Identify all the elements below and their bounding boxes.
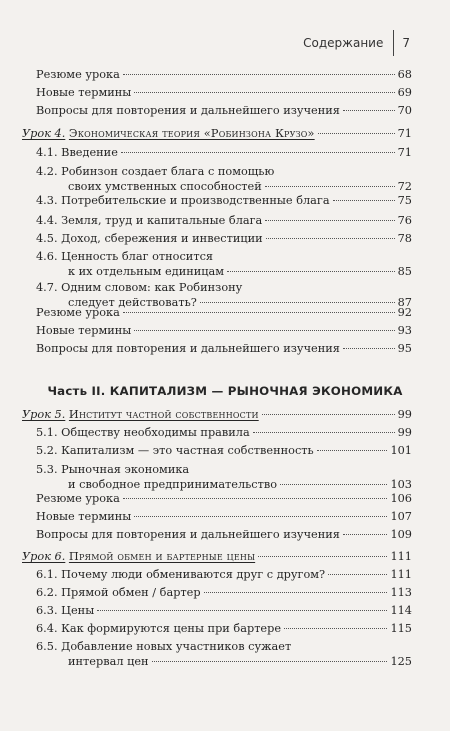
leader-dots <box>333 200 395 201</box>
entry-line <box>22 127 412 141</box>
entry-page: 87 <box>397 296 412 309</box>
entry-title: Резюме урока <box>36 306 120 319</box>
entry-line <box>36 444 412 458</box>
entry-line-continued <box>68 180 412 194</box>
entry-title: Вопросы для повторения и дальнейшего изучения <box>36 104 340 117</box>
leader-dots <box>123 498 388 499</box>
entry-page: 101 <box>390 444 412 457</box>
leader-dots <box>152 661 388 662</box>
entry-title-continued: к их отдельным единицам <box>68 265 225 278</box>
entry-line <box>36 68 412 82</box>
page-number: 7 <box>402 36 410 50</box>
entry-line <box>36 604 412 618</box>
entry-page: 95 <box>397 342 412 355</box>
leader-dots <box>262 414 395 415</box>
lesson-name: Прямой обмен и бартерные цены <box>68 550 256 563</box>
entry-title: 4.6. Ценность благ относится <box>36 250 214 263</box>
lesson-name: Экономическая теория «Робинзона Крузо» <box>68 127 315 140</box>
entry-page: 72 <box>397 180 412 193</box>
entry-page: 93 <box>397 324 412 337</box>
leader-dots <box>265 186 395 187</box>
leader-dots <box>328 574 387 575</box>
entry-title: 6.4. Как формируются цены при бартере <box>36 622 282 635</box>
running-header <box>303 30 410 56</box>
entry-line <box>36 426 412 440</box>
entry-page: 111 <box>390 568 412 581</box>
leader-dots <box>280 484 387 485</box>
entry-title: 5.3. Рыночная экономика <box>36 463 190 476</box>
lesson-title <box>22 127 315 141</box>
entry-page: 109 <box>390 528 412 541</box>
leader-dots <box>258 556 387 557</box>
lesson-number: Урок 6. <box>22 550 66 563</box>
entry-page: 111 <box>390 550 412 563</box>
entry-title: Резюме урока <box>36 68 120 81</box>
lesson-name: Институт частной собственности <box>68 408 259 421</box>
entry-line <box>36 306 412 320</box>
leader-dots <box>134 330 394 331</box>
lesson-title <box>22 408 259 422</box>
leader-dots <box>265 220 394 221</box>
entry-line <box>36 86 412 100</box>
entry-title: 6.2. Прямой обмен / бартер <box>36 586 201 599</box>
entry-page: 99 <box>397 408 412 421</box>
leader-dots <box>227 271 395 272</box>
entry-page: 85 <box>397 265 412 278</box>
entry-line <box>36 250 412 264</box>
entry-title: 4.2. Робинзон создает блага с помощью <box>36 165 275 178</box>
entry-title: Вопросы для повторения и дальнейшего изучения <box>36 342 340 355</box>
entry-title: Вопросы для повторения и дальнейшего изучения <box>36 528 340 541</box>
entry-title: 5.2. Капитализм — это частная собственность <box>36 444 314 457</box>
entry-title: 4.7. Одним словом: как Робинзону <box>36 281 243 294</box>
entry-page: 70 <box>397 104 412 117</box>
entry-line <box>36 492 412 506</box>
entry-line <box>36 586 412 600</box>
entry-line <box>36 146 412 160</box>
entry-title: Резюме урока <box>36 492 120 505</box>
leader-dots <box>121 152 395 153</box>
part-heading: Часть II. КАПИТАЛИЗМ — РЫНОЧНАЯ ЭКОНОМИКА <box>47 384 403 398</box>
entry-page: 107 <box>390 510 412 523</box>
entry-line <box>36 463 412 477</box>
entry-title: 6.3. Цены <box>36 604 95 617</box>
entry-line <box>36 528 412 542</box>
entry-page: 68 <box>397 68 412 81</box>
leader-dots <box>134 516 387 517</box>
entry-title: 4.1. Введение <box>36 146 118 159</box>
leader-dots <box>343 110 395 111</box>
leader-dots <box>343 348 395 349</box>
entry-title-continued: интервал цен <box>68 655 149 668</box>
entry-page: 75 <box>397 194 412 207</box>
entry-title: Новые термины <box>36 324 132 337</box>
entry-page: 114 <box>390 604 412 617</box>
entry-title: 5.1. Обществу необходимы правила <box>36 426 250 439</box>
entry-line <box>36 214 412 228</box>
entry-line <box>36 568 412 582</box>
entry-line <box>22 550 412 564</box>
entry-line <box>36 342 412 356</box>
entry-page: 76 <box>397 214 412 227</box>
entry-line <box>36 510 412 524</box>
entry-page: 113 <box>390 586 412 599</box>
entry-line-continued <box>68 478 412 492</box>
header-divider <box>393 30 394 56</box>
leader-dots <box>343 534 388 535</box>
leader-dots <box>284 628 387 629</box>
leader-dots <box>97 610 387 611</box>
entry-title: 4.5. Доход, сбережения и инвестиции <box>36 232 263 245</box>
entry-page: 69 <box>397 86 412 99</box>
leader-dots <box>204 592 388 593</box>
entry-line <box>36 622 412 636</box>
entry-line <box>36 104 412 118</box>
leader-dots <box>317 450 388 451</box>
entry-title: 4.4. Земля, труд и капитальные блага <box>36 214 263 227</box>
entry-page: 99 <box>397 426 412 439</box>
entry-page: 92 <box>397 306 412 319</box>
entry-title: 4.3. Потребительские и производственные блага <box>36 194 330 207</box>
lesson-number: Урок 4. <box>22 127 66 140</box>
entry-line <box>36 194 412 208</box>
entry-page: 115 <box>390 622 412 635</box>
entry-line <box>36 281 412 295</box>
leader-dots <box>123 74 395 75</box>
lesson-number: Урок 5. <box>22 408 66 421</box>
entry-line <box>22 408 412 422</box>
entry-line <box>36 640 412 654</box>
entry-title-continued: своих умственных способностей <box>68 180 262 193</box>
entry-page: 78 <box>397 232 412 245</box>
entry-page: 125 <box>390 655 412 668</box>
entry-title: Новые термины <box>36 510 132 523</box>
entry-title-continued: следует действовать? <box>68 296 197 309</box>
entry-line <box>36 232 412 246</box>
entry-page: 103 <box>390 478 412 491</box>
entry-title: Новые термины <box>36 86 132 99</box>
entry-page: 71 <box>397 127 412 140</box>
lesson-title <box>22 550 255 564</box>
leader-dots <box>134 92 394 93</box>
entry-line <box>36 324 412 338</box>
leader-dots <box>200 302 395 303</box>
leader-dots <box>123 312 395 313</box>
entry-title: 6.5. Добавление новых участников сужает <box>36 640 292 653</box>
entry-line <box>36 165 412 179</box>
section-title: Содержание <box>303 36 384 50</box>
entry-page: 71 <box>397 146 412 159</box>
entry-title: 6.1. Почему люди обмениваются друг с другом? <box>36 568 326 581</box>
entry-title-continued: и свободное предпринимательство <box>68 478 278 491</box>
leader-dots <box>266 238 395 239</box>
leader-dots <box>253 432 395 433</box>
entry-page: 106 <box>390 492 412 505</box>
leader-dots <box>318 133 395 134</box>
entry-line-continued <box>68 265 412 279</box>
entry-line-continued <box>68 655 412 669</box>
